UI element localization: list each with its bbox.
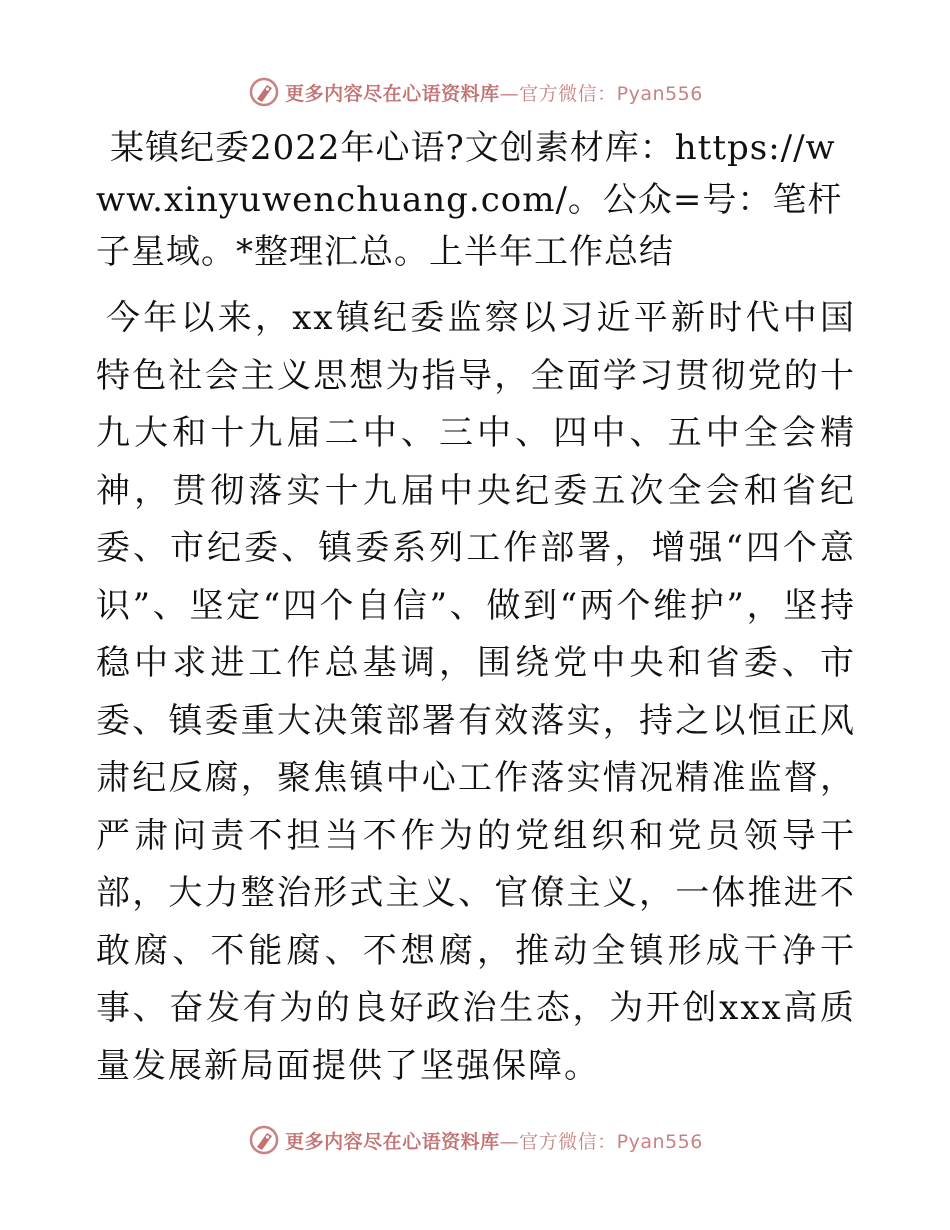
watermark-text: [285, 1127, 703, 1154]
watermark-text-tail: 官方微信：Pyan556: [519, 1130, 703, 1153]
document-title: 某镇纪委2022年心语?文创素材库：https://www.xinyuwenchuang.com/。公众=号：笔杆子星域。*整理汇总。上半年工作总结: [96, 128, 843, 272]
watermark-text-main: 更多内容尽在心语资料库: [285, 82, 500, 105]
watermark-text: [285, 79, 703, 106]
watermark-text-separator: —: [499, 1130, 520, 1153]
pen-nib-circle-icon: [247, 1123, 281, 1157]
watermark-text-main: 更多内容尽在心语资料库: [285, 1130, 500, 1153]
document-paragraph: 今年以来，xx镇纪委监察以习近平新时代中国特色社会主义思想为指导，全面学习贯彻党的十九大和十九届二中、三中、四中、五中全会精神，贯彻落实十九届中央纪委五次全会和省纪委、市纪委、镇委系列工作部署，增强“四个意识”、坚定“四个自信”、做到“两个维护”，坚持稳中求进工作总基调，围绕党中央和省委、市委、镇委重大决策部署有效落实，持之以恒正风肃纪反腐，聚焦镇中心工作落实情况精准监督，严肃问责不担当不作为的党组织和党员领导干部，大力整治形式主义、官僚主义，一体推进不敢腐、不能腐、不想腐，推动全镇形成干净干事、奋发有为的良好政治生态，为开创xxx高质量发展新局面提供了坚强保障。: [96, 298, 856, 1086]
document-content: [96, 122, 856, 1095]
watermark-text-separator: —: [499, 82, 520, 105]
watermark-text-tail: 官方微信：Pyan556: [519, 82, 703, 105]
pen-nib-circle-icon: [247, 75, 281, 109]
watermark-banner-bottom: [0, 1120, 950, 1160]
watermark-banner-top: [0, 72, 950, 112]
